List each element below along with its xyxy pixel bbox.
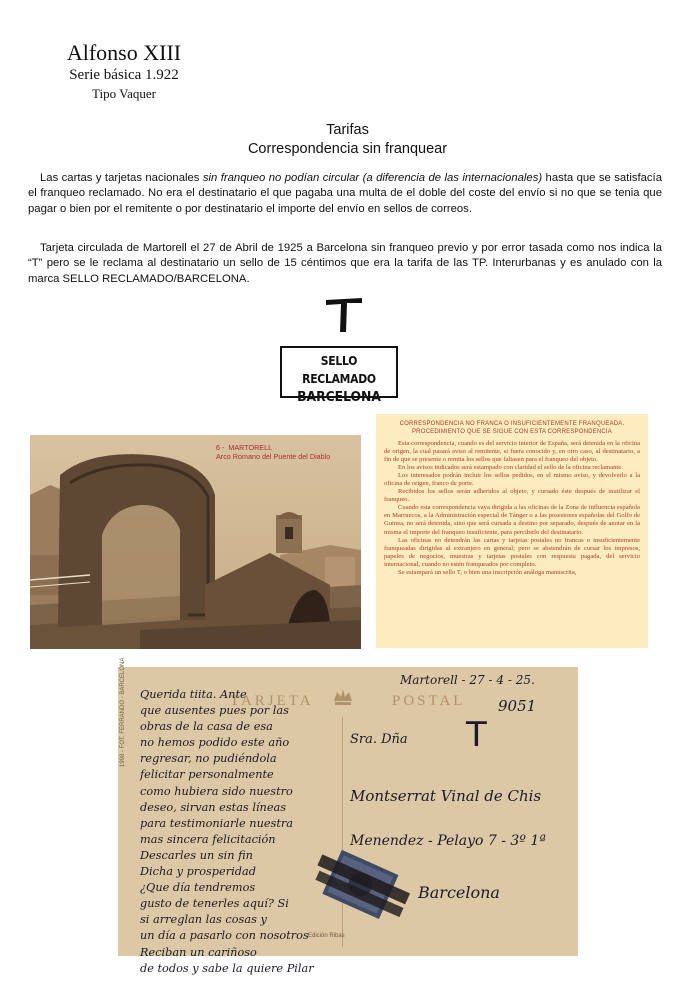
postcard-front-photo: [30, 435, 361, 649]
notice-paragraph: Recibidos los sellos serán adheridos al objeto, y cursado éste después de inutilizar el franqueo.: [384, 488, 640, 504]
message-line: obras de la casa de esa: [140, 720, 273, 734]
section-heading: [0, 121, 695, 159]
postcard-back: [118, 657, 578, 975]
message-line: felicitar personalmente: [140, 768, 274, 782]
notice-paragraph: Las oficinas no detendrán las cartas y tarjetas postales no francas o insuficientemente franqueadas dirigidas al extranjero en general; pero se abstendrán de cursar los impresos, papeles de negocios, muestras y tarjetas postales con respuesta pagada, del servicio internacional, cuando no estén franqueados por completo.: [384, 536, 640, 568]
stamp-line-2: BARCELONA: [297, 390, 381, 405]
address-line: Montserrat Vinal de Chis: [350, 787, 542, 805]
address-line: Barcelona: [418, 883, 500, 902]
notice-title: CORRESPONDENCIA NO FRANCA O INSUFICIENTEMENTE FRANQUEADA. PROCEDIMIENTO QUE SE SIGUE CON ESTA CORRESPONDENCIA: [399, 421, 625, 435]
message-line: si arreglan las cosas y: [140, 913, 267, 927]
message-line: un día a pasarlo con nosotros: [140, 929, 309, 943]
notice-paragraph: Se estampará un sello T, o bien una inscripción análoga manuscrita,: [398, 568, 577, 576]
photo-caption: [216, 443, 330, 461]
series-subtitle: Serie básica 1.922: [69, 67, 179, 83]
page-title: Alfonso XIII: [66, 40, 182, 65]
address-line: Menendez - Pelayo 7 - 3º 1ª: [350, 833, 546, 849]
message-line: Descarles un sin fin: [140, 848, 253, 862]
message-line: deseo, sirvan estas líneas: [140, 800, 287, 814]
section-title: Tarifas: [326, 122, 369, 138]
section-subtitle: Correspondencia sin franquear: [247, 141, 448, 157]
intro-text-emphasis: sin franqueo no podían circular (a diferencia de las internacionales): [202, 172, 543, 184]
message-line: mas sincera felicitación: [140, 832, 276, 846]
intro-paragraph: [28, 171, 662, 217]
message-line: regresar, no pudiéndola: [140, 752, 277, 766]
message-line: que ausentes pues por las: [140, 704, 289, 718]
notice-paragraph: En los avisos indicados será estampado con claridad el sello de la oficina reclamante.: [398, 464, 623, 472]
sello-reclamado-stamp: [280, 346, 398, 405]
message-line: Reciban un cariñoso: [140, 945, 257, 959]
notice-paragraph: Esta correspondencia, cuando es del servicio interior de España, será detenida en la oficina de origen, la cual pasará aviso al remitente, si fuera conocido y, en otro caso, al destinatario, a fin de que se presente o remita los sellos que faltasen para el franqueo del objeto.: [384, 440, 640, 464]
edition-text: Edición Ribas: [308, 933, 345, 939]
message-line: Dicha y prosperidad: [140, 865, 256, 879]
caption-place: MARTORELL: [228, 443, 273, 452]
stamp-line-1: SELLO RECLAMADO: [302, 354, 376, 386]
type-subtitle: Tipo Vaquer: [92, 86, 156, 101]
notice-paragraph: Cuando esta correspondencia vaya dirigida a las oficinas de la Zona de influencia española en Marruecos, a la Administración especial de Tánger o a las posesiones españolas del Golfo de Guinea, no será detenida, sino que será cursada a destino por separado, después de anotar en la misma el importe del franqueo insuficiente, para percibirlo del destinatario.: [384, 504, 640, 536]
card-t-mark: T: [466, 715, 487, 755]
caption-text: Arco Romano del Puente del Diablo: [216, 452, 331, 461]
postage-stamp-icon: [306, 843, 416, 933]
postcard-title-b: POSTAL: [392, 693, 466, 709]
postal-notice: [376, 414, 648, 648]
message-line: de todos y sabe la quiere Pilar: [140, 961, 314, 975]
message-line: como hubiera sido nuestro: [140, 784, 293, 798]
message-line: no hemos podido este año: [140, 736, 290, 750]
description-paragraph: Tarjeta circulada de Martorell el 27 de Abril de 1925 a Barcelona sin franqueo previo y por error tasada como nos indica la “T” pero se le reclama al destinatario un sello de 15 céntimos que era la tarifa de las TP. Interurbanas y es anulado con la marca SELLO RECLAMADO/BARCELONA.: [28, 242, 662, 285]
postcard-title-a: TARJETA: [230, 693, 314, 709]
message-line: ¿Que día tendremos: [140, 881, 256, 895]
side-printer-text: 1998 - FOT. FERRANDO - BARCELONA: [120, 657, 126, 767]
message-line: gusto de tenerles aquí? Si: [140, 897, 289, 911]
address-line: Sra. Dña: [350, 732, 408, 747]
intro-text-c: hasta que se satisfacía el franqueo reclamado. No era el destinatario el que pagaba una multa de el doble del coste del envío si no que se tenia que pagar o bien por el remitente o por destinatario el importe del envío en sellos de correos.: [28, 172, 662, 215]
card-number: 9051: [498, 697, 537, 715]
caption-number: 6 -: [216, 443, 225, 452]
header-block: [24, 40, 224, 103]
intro-text-a: Las cartas y tarjetas nacionales: [40, 172, 203, 184]
t-tax-mark: [322, 294, 366, 334]
postmark-date: Martorell - 27 - 4 - 25.: [400, 673, 535, 687]
notice-paragraph: Los interesados podrán incluir los sellos pedidos, en el mismo aviso, y devolverlo a la oficina de origen, franco de porte.: [384, 472, 640, 488]
message-line: Querida tiita. Ante: [140, 688, 247, 701]
message-line: para testimoniarle nuestra: [140, 816, 294, 830]
